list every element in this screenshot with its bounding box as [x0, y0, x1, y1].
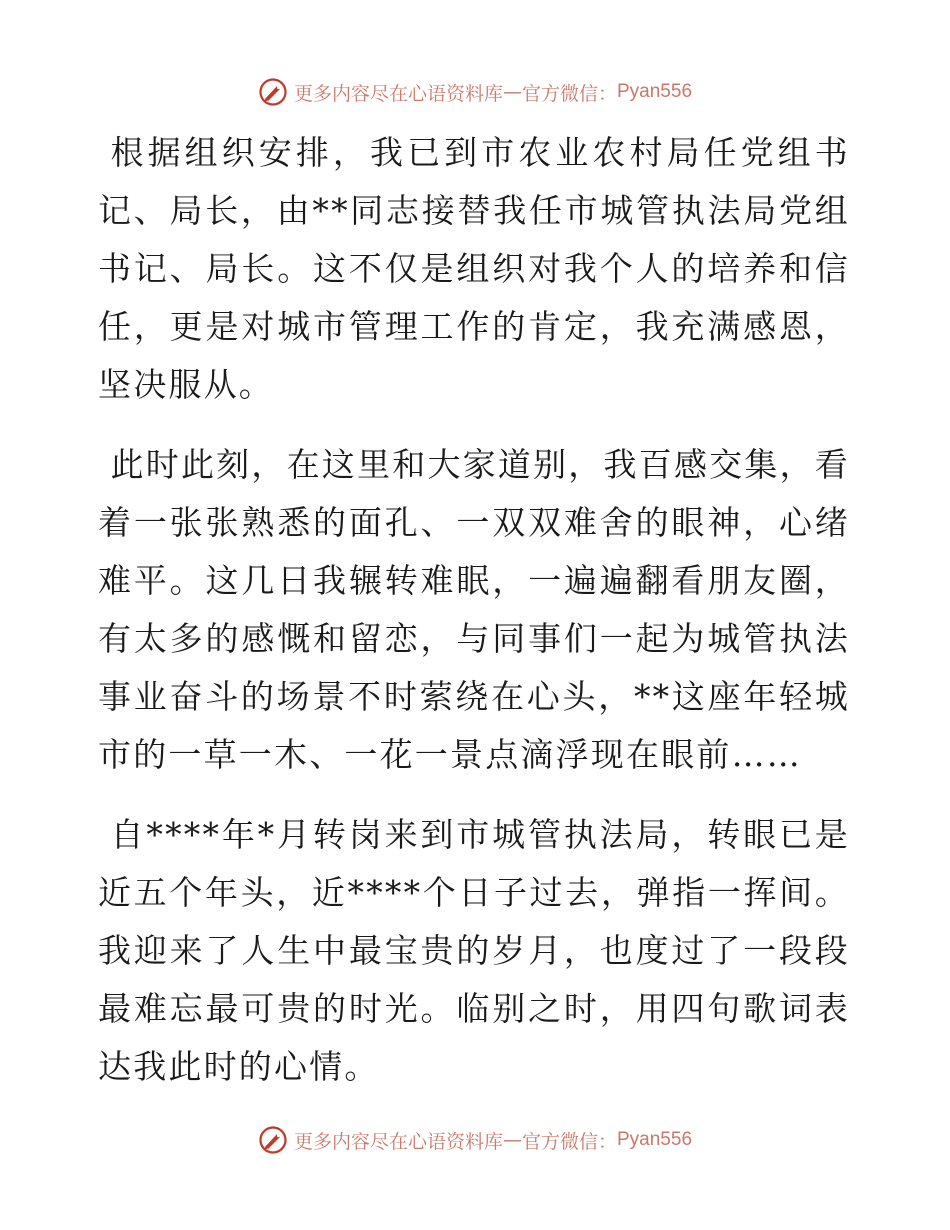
banner-site-text: 更多内容尽在心语资料库: [293, 82, 503, 105]
pen-nib-circle-icon: [258, 1125, 288, 1155]
paragraph-2: 此时此刻，在这里和大家道别，我百感交集，看着一张张熟悉的面孔、一双双难舍的眼神，心绪难平。这几日我辗转难眠，一遍遍翻看朋友圈，有太多的感慨和留恋，与同事们一起为城管执法事业奋斗的场景不时萦绕在心头，**这座年轻城市的一草一木、一花一景点滴浮现在眼前……: [98, 445, 850, 774]
paragraph-1: 根据组织安排，我已到市农业农村局任党组书记、局长，由**同志接替我任市城管执法局党组书记、局长。这不仅是组织对我个人的培养和信任，更是对城市管理工作的肯定，我充满感恩，坚决服从。: [98, 133, 850, 404]
banner-site-text: 更多内容尽在心语资料库: [293, 1130, 503, 1153]
banner-wechat-id: Pyan556: [617, 1129, 693, 1150]
footer-banner: [0, 1120, 950, 1160]
banner-wechat-label: 官方微信：: [521, 82, 617, 105]
banner-dash: —: [502, 1129, 522, 1151]
pen-nib-circle-icon: [258, 77, 288, 107]
banner-wechat-id: Pyan556: [617, 81, 693, 102]
header-banner: [0, 72, 950, 112]
banner-dash: —: [502, 81, 522, 103]
banner-wechat-label: 官方微信：: [521, 1130, 617, 1153]
paragraph-3: 自****年*月转岗来到市城管执法局，转眼已是近五个年头，近****个日子过去，弹指一挥间。我迎来了人生中最宝贵的岁月，也度过了一段段最难忘最可贵的时光。临别之时，用四句歌词表达我此时的心情。: [98, 815, 850, 1086]
article-body: [98, 124, 850, 1096]
